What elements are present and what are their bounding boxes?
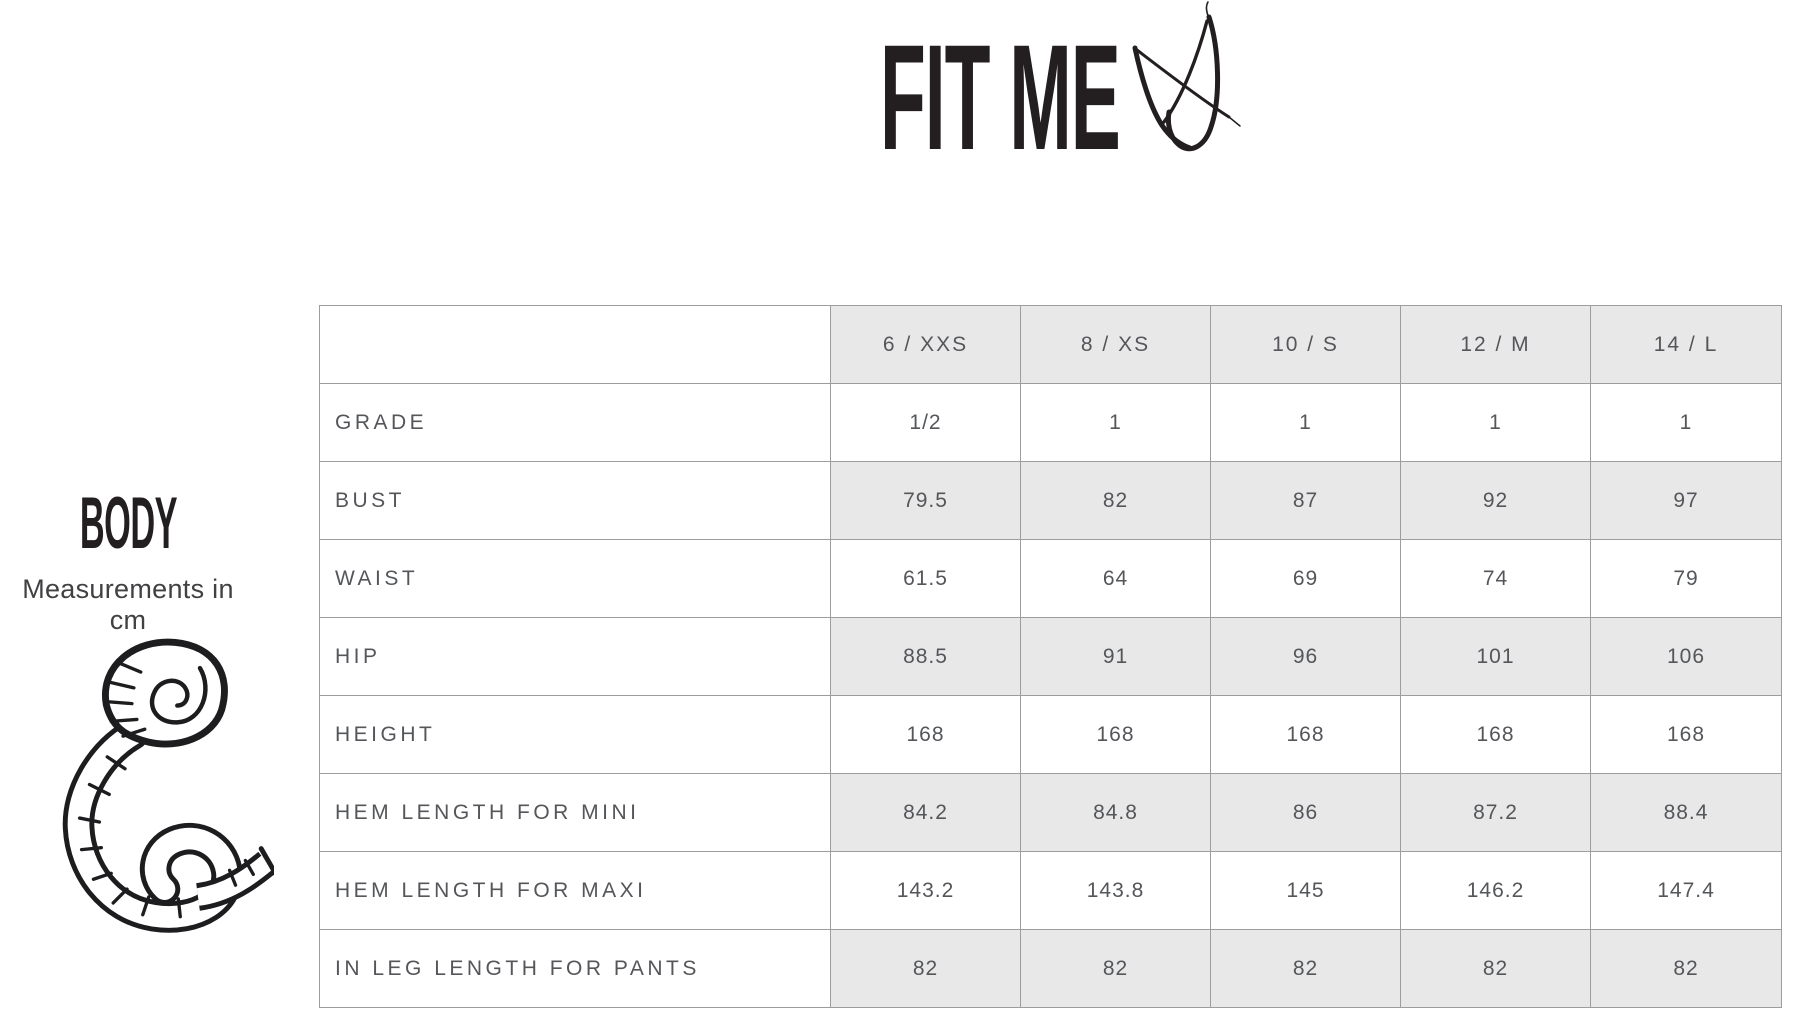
- measurement-value: 88.5: [831, 618, 1021, 696]
- size-column-header: 10 / S: [1211, 306, 1401, 384]
- size-column-header: 12 / M: [1401, 306, 1591, 384]
- measurement-value: 168: [1211, 696, 1401, 774]
- measuring-tape-icon: [52, 630, 274, 942]
- measurement-value: 61.5: [831, 540, 1021, 618]
- measurement-value: 64: [1021, 540, 1211, 618]
- measurement-value: 168: [831, 696, 1021, 774]
- panel-subheading: Measurements in cm: [22, 574, 234, 635]
- measurement-value: 69: [1211, 540, 1401, 618]
- measurement-value: 143.8: [1021, 852, 1211, 930]
- measurement-value: 87: [1211, 462, 1401, 540]
- measurement-value: 79.5: [831, 462, 1021, 540]
- table-body: [320, 384, 1782, 1008]
- measurement-value: 91: [1021, 618, 1211, 696]
- measurement-value: 101: [1401, 618, 1591, 696]
- measurement-label: IN LEG LENGTH FOR PANTS: [320, 930, 831, 1008]
- measurement-value: 96: [1211, 618, 1401, 696]
- measurement-label: HEIGHT: [320, 696, 831, 774]
- size-column-header: 14 / L: [1591, 306, 1782, 384]
- measurement-value: 143.2: [831, 852, 1021, 930]
- table-row: [320, 540, 1782, 618]
- measurement-value: 88.4: [1591, 774, 1782, 852]
- needle-thread-icon: [1128, 0, 1246, 170]
- measurement-value: 82: [1211, 930, 1401, 1008]
- measurement-value: 82: [1021, 930, 1211, 1008]
- table-row: [320, 852, 1782, 930]
- measurement-value: 92: [1401, 462, 1591, 540]
- measurement-value: 84.8: [1021, 774, 1211, 852]
- measurement-value: 168: [1591, 696, 1782, 774]
- size-column-header: 8 / XS: [1021, 306, 1211, 384]
- measurement-label: BUST: [320, 462, 831, 540]
- measurement-value: 145: [1211, 852, 1401, 930]
- panel-heading: [18, 483, 238, 564]
- measurement-value: 82: [1401, 930, 1591, 1008]
- brand-title: FIT ME: [880, 13, 1120, 181]
- table-row: [320, 384, 1782, 462]
- measurement-label: WAIST: [320, 540, 831, 618]
- corner-cell: [320, 306, 831, 384]
- panel-heading-text: BODY: [79, 483, 177, 564]
- table-row: [320, 696, 1782, 774]
- measurement-value: 97: [1591, 462, 1782, 540]
- measurement-value: 1: [1401, 384, 1591, 462]
- measurement-value: 84.2: [831, 774, 1021, 852]
- measurement-value: 168: [1021, 696, 1211, 774]
- measurement-label: HEM LENGTH FOR MINI: [320, 774, 831, 852]
- body-measurements-panel: [18, 483, 238, 636]
- table-row: [320, 774, 1782, 852]
- measurement-value: 147.4: [1591, 852, 1782, 930]
- table-row: [320, 462, 1782, 540]
- measurement-value: 1: [1591, 384, 1782, 462]
- measurement-value: 146.2: [1401, 852, 1591, 930]
- measurement-label: HIP: [320, 618, 831, 696]
- measurement-value: 106: [1591, 618, 1782, 696]
- measurement-value: 74: [1401, 540, 1591, 618]
- brand-logo: [880, 13, 1360, 192]
- table-row: [320, 930, 1782, 1008]
- measurement-value: 86: [1211, 774, 1401, 852]
- measurement-label: GRADE: [320, 384, 831, 462]
- measurement-value: 82: [831, 930, 1021, 1008]
- measurement-label: HEM LENGTH FOR MAXI: [320, 852, 831, 930]
- measurement-value: 82: [1021, 462, 1211, 540]
- table-header-row: [320, 306, 1782, 384]
- measurement-value: 82: [1591, 930, 1782, 1008]
- measurement-value: 168: [1401, 696, 1591, 774]
- measurement-value: 1: [1021, 384, 1211, 462]
- size-table: [319, 305, 1782, 1008]
- measurement-value: 1/2: [831, 384, 1021, 462]
- table-row: [320, 618, 1782, 696]
- measurement-value: 79: [1591, 540, 1782, 618]
- size-column-header: 6 / XXS: [831, 306, 1021, 384]
- measurement-value: 87.2: [1401, 774, 1591, 852]
- measurement-value: 1: [1211, 384, 1401, 462]
